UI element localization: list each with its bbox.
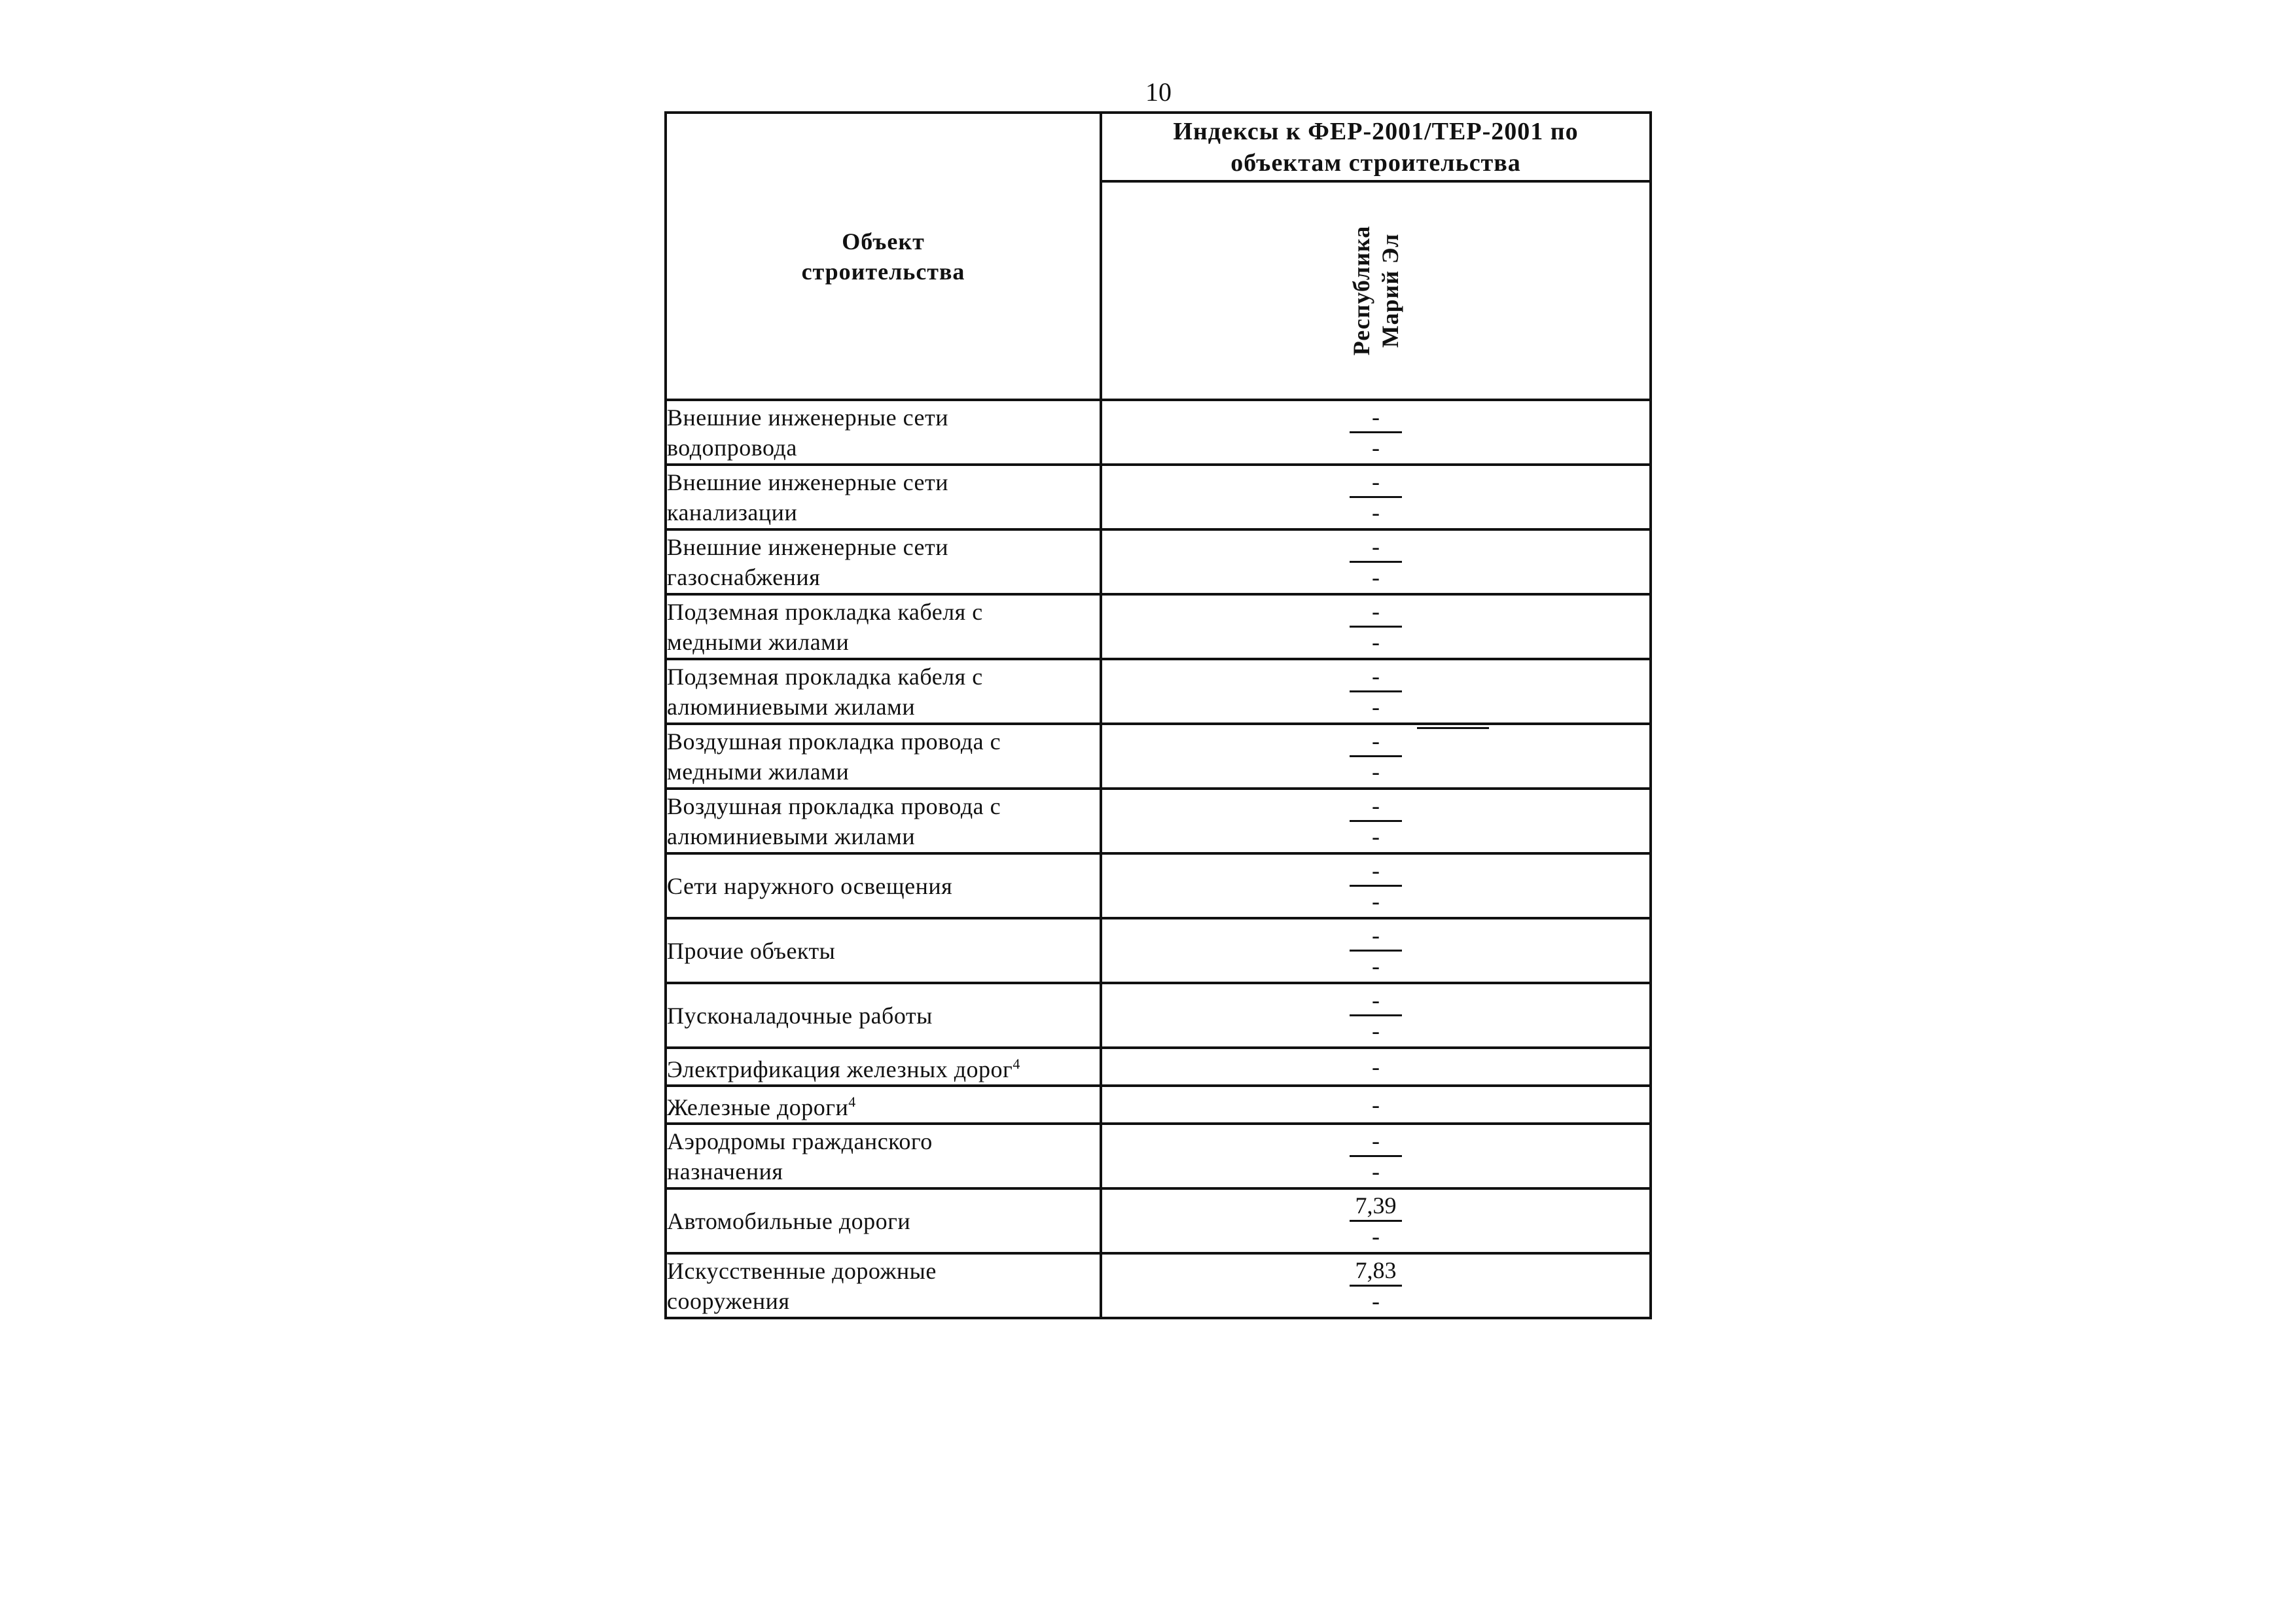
index-numerator: - bbox=[1350, 1126, 1402, 1157]
object-name-line1: Внешние инженерные сети bbox=[667, 469, 948, 495]
index-denominator: - bbox=[1372, 435, 1380, 461]
index-value-cell bbox=[1101, 594, 1651, 659]
index-fraction bbox=[1350, 662, 1402, 721]
index-fraction bbox=[1350, 1191, 1402, 1251]
index-denominator: - bbox=[1372, 629, 1380, 655]
object-name-cell bbox=[666, 918, 1101, 983]
table-row bbox=[666, 1048, 1651, 1086]
table-row bbox=[666, 724, 1651, 789]
index-numerator: - bbox=[1350, 532, 1402, 563]
object-name-cell bbox=[666, 983, 1101, 1048]
index-fraction bbox=[1350, 1256, 1402, 1315]
region-label bbox=[1347, 226, 1405, 355]
index-numerator: - bbox=[1350, 986, 1402, 1016]
object-name-cell bbox=[666, 1253, 1101, 1318]
object-name-line1: Искусственные дорожные bbox=[667, 1257, 937, 1284]
index-table bbox=[664, 111, 1652, 1319]
table-row bbox=[666, 400, 1651, 465]
index-value-cell bbox=[1101, 789, 1651, 853]
table-row bbox=[666, 1253, 1651, 1318]
object-name-line1: Внешние инженерные сети bbox=[667, 404, 948, 431]
object-name-line2: сооружения bbox=[667, 1287, 790, 1314]
object-name-line1: Прочие объекты bbox=[667, 937, 836, 964]
footnote-marker: 4 bbox=[1013, 1056, 1020, 1072]
index-denominator: - bbox=[1372, 1158, 1380, 1185]
object-header-line1: Объект bbox=[842, 228, 925, 255]
object-name-line2: медными жилами bbox=[667, 628, 850, 655]
object-name-line1: Внешние инженерные сети bbox=[667, 533, 948, 560]
index-fraction bbox=[1350, 532, 1402, 592]
object-name-cell bbox=[666, 724, 1101, 789]
object-name-cell bbox=[666, 659, 1101, 724]
table-row bbox=[666, 659, 1651, 724]
index-denominator: - bbox=[1372, 888, 1380, 914]
object-name-line1: Пусконаладочные работы bbox=[667, 1002, 933, 1029]
object-name-cell bbox=[666, 465, 1101, 529]
index-numerator: - bbox=[1350, 856, 1402, 887]
object-name-line1: Подземная прокладка кабеля с bbox=[667, 663, 983, 690]
object-name-cell bbox=[666, 400, 1101, 465]
object-name-line2: газоснабжения bbox=[667, 563, 821, 590]
index-numerator: - bbox=[1350, 597, 1402, 628]
index-denominator: - bbox=[1372, 758, 1380, 785]
index-value-cell bbox=[1101, 659, 1651, 724]
index-denominator: - bbox=[1372, 823, 1380, 849]
object-name-line1: Автомобильные дороги bbox=[667, 1207, 911, 1234]
object-name-line2: водопровода bbox=[667, 434, 797, 461]
table-row bbox=[666, 465, 1651, 529]
index-fraction bbox=[1350, 402, 1402, 462]
index-value-cell bbox=[1101, 465, 1651, 529]
index-numerator: - bbox=[1350, 662, 1402, 692]
index-value-cell bbox=[1101, 1188, 1651, 1253]
object-name-cell bbox=[666, 1086, 1101, 1124]
index-fraction bbox=[1350, 1126, 1402, 1186]
index-value-cell bbox=[1101, 724, 1651, 789]
index-fraction bbox=[1350, 467, 1402, 527]
region-line1: Республика bbox=[1348, 225, 1374, 356]
index-value: - bbox=[1372, 1092, 1380, 1118]
table-row bbox=[666, 1188, 1651, 1253]
table-row bbox=[666, 1086, 1651, 1124]
table-row bbox=[666, 1124, 1651, 1188]
object-name-cell bbox=[666, 594, 1101, 659]
table-row bbox=[666, 529, 1651, 594]
object-name-cell bbox=[666, 853, 1101, 918]
index-denominator: - bbox=[1372, 1288, 1380, 1314]
index-numerator: 7,83 bbox=[1350, 1256, 1402, 1287]
object-name-line1: Электрификация железных дорог bbox=[667, 1056, 1013, 1082]
index-value-cell bbox=[1101, 983, 1651, 1048]
table-row bbox=[666, 594, 1651, 659]
index-value: - bbox=[1372, 1054, 1380, 1080]
indices-group-header bbox=[1101, 113, 1651, 181]
stray-rule bbox=[1417, 727, 1489, 729]
object-name-line1: Аэродромы гражданского bbox=[667, 1128, 933, 1154]
object-name-cell bbox=[666, 1124, 1101, 1188]
index-denominator: - bbox=[1372, 499, 1380, 526]
table-row bbox=[666, 983, 1651, 1048]
table-row bbox=[666, 918, 1651, 983]
index-numerator: - bbox=[1350, 467, 1402, 498]
object-name-line2: алюминиевыми жилами bbox=[667, 823, 916, 849]
index-fraction bbox=[1350, 856, 1402, 916]
object-header-line2: строительства bbox=[801, 258, 965, 285]
region-column-header bbox=[1101, 181, 1651, 400]
index-fraction bbox=[1350, 726, 1402, 786]
table-body bbox=[666, 400, 1651, 1318]
index-fraction bbox=[1350, 791, 1402, 851]
object-name-line1: Воздушная прокладка провода с bbox=[667, 793, 1001, 819]
index-denominator: - bbox=[1372, 694, 1380, 720]
index-denominator: - bbox=[1372, 1018, 1380, 1044]
object-name-line2: алюминиевыми жилами bbox=[667, 693, 916, 720]
object-name-line1: Железные дороги bbox=[667, 1094, 849, 1120]
object-name-line2: медными жилами bbox=[667, 758, 850, 785]
object-name-line1: Сети наружного освещения bbox=[667, 872, 953, 899]
object-name-line1: Воздушная прокладка провода с bbox=[667, 728, 1001, 755]
index-denominator: - bbox=[1372, 1223, 1380, 1249]
group-header-line1: Индексы к ФЕР-2001/ТЕР-2001 по bbox=[1173, 117, 1579, 145]
index-fraction bbox=[1350, 597, 1402, 656]
object-name-line2: назначения bbox=[667, 1158, 783, 1185]
object-name-cell bbox=[666, 1048, 1101, 1086]
index-value-cell bbox=[1101, 853, 1651, 918]
index-fraction bbox=[1350, 986, 1402, 1045]
index-numerator: - bbox=[1350, 726, 1402, 757]
region-line2: Марий Эл bbox=[1377, 233, 1403, 348]
object-name-cell bbox=[666, 789, 1101, 853]
index-numerator: - bbox=[1350, 791, 1402, 822]
index-value-cell bbox=[1101, 918, 1651, 983]
index-numerator: 7,39 bbox=[1350, 1191, 1402, 1222]
index-value-cell bbox=[1101, 1048, 1651, 1086]
index-fraction bbox=[1350, 921, 1402, 980]
index-denominator: - bbox=[1372, 953, 1380, 979]
index-numerator: - bbox=[1350, 921, 1402, 952]
index-value-cell bbox=[1101, 1253, 1651, 1318]
footnote-marker: 4 bbox=[848, 1094, 856, 1110]
object-name-cell bbox=[666, 1188, 1101, 1253]
table-row bbox=[666, 853, 1651, 918]
object-column-header bbox=[666, 113, 1101, 400]
index-numerator: - bbox=[1350, 402, 1402, 433]
object-name-line2: канализации bbox=[667, 499, 798, 526]
index-value-cell bbox=[1101, 1124, 1651, 1188]
page-number: 10 bbox=[1145, 77, 1172, 107]
group-header-line2: объектам строительства bbox=[1230, 149, 1521, 177]
table-row bbox=[666, 789, 1651, 853]
index-value-cell bbox=[1101, 1086, 1651, 1124]
index-value-cell bbox=[1101, 400, 1651, 465]
index-denominator: - bbox=[1372, 564, 1380, 590]
object-name-cell bbox=[666, 529, 1101, 594]
object-name-line1: Подземная прокладка кабеля с bbox=[667, 598, 983, 625]
index-value-cell bbox=[1101, 529, 1651, 594]
